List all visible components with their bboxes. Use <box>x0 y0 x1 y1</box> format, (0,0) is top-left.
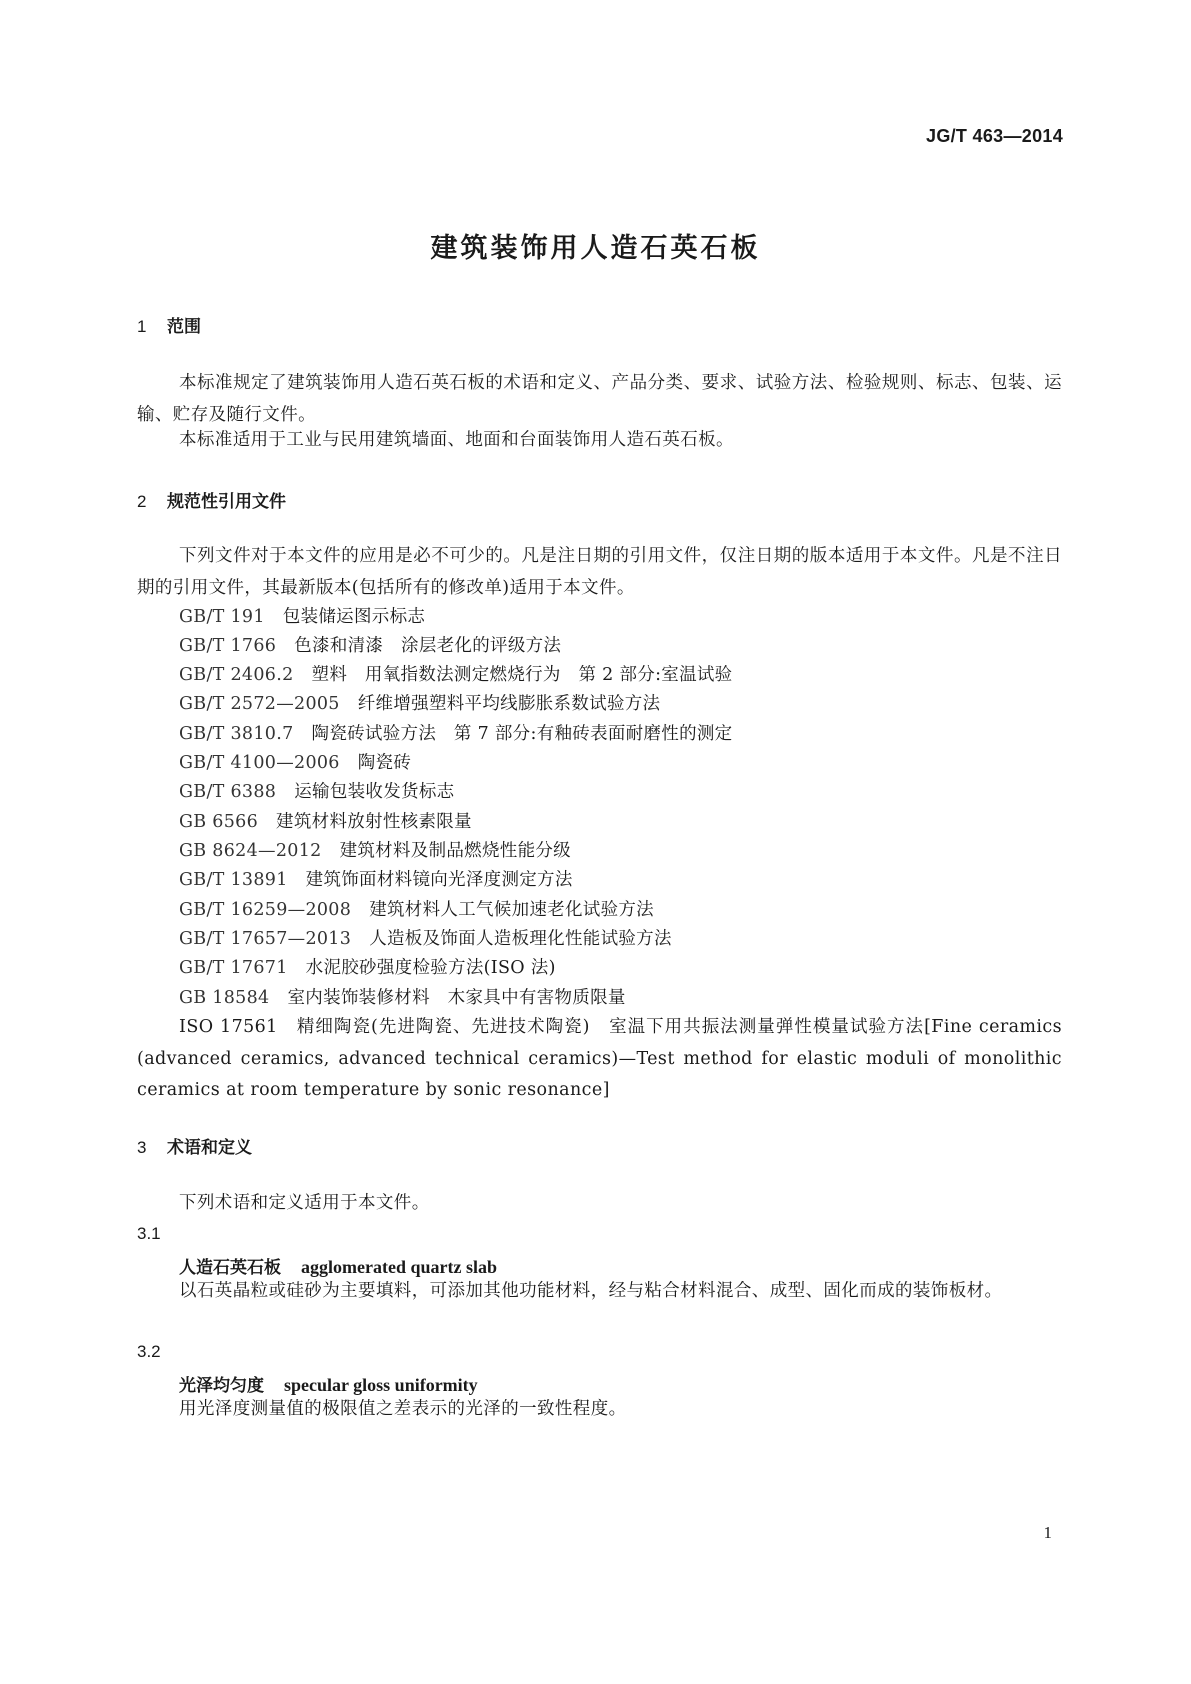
section-number: 1 <box>137 317 147 336</box>
section-number: 3 <box>137 1138 147 1157</box>
reference-code: GB/T 1766 <box>179 636 277 656</box>
section-title: 术语和定义 <box>167 1138 252 1158</box>
reference-item <box>179 661 732 686</box>
section-3-intro: 下列术语和定义适用于本文件。 <box>179 1193 430 1213</box>
term-english: specular gloss uniformity <box>284 1375 478 1395</box>
reference-item <box>179 778 454 803</box>
reference-item <box>179 690 660 715</box>
term-chinese: 人造石英石板 <box>179 1258 281 1278</box>
reference-item <box>179 866 573 891</box>
reference-title: 纤维增强塑料平均线膨胀系数试验方法 <box>357 694 661 714</box>
section-1-paragraph-2: 本标准适用于工业与民用建筑墙面、地面和台面装饰用人造石英石板。 <box>179 430 734 450</box>
section-title: 范围 <box>167 317 201 337</box>
term-definition: 用光泽度测量值的极限值之差表示的光泽的一致性程度。 <box>179 1399 627 1419</box>
reference-code: GB/T 6388 <box>179 782 277 802</box>
reference-item <box>179 749 411 774</box>
reference-title: 陶瓷砖 <box>357 753 412 773</box>
reference-item <box>179 720 732 745</box>
reference-title: 水泥胶砂强度检验方法(ISO 法) <box>305 958 556 978</box>
reference-item <box>179 896 654 921</box>
term-english: agglomerated quartz slab <box>301 1257 497 1277</box>
reference-title: 包装储运图示标志 <box>282 607 426 627</box>
reference-code: GB/T 2406.2 <box>179 665 294 685</box>
section-1-heading <box>137 312 201 337</box>
reference-title: 人造板及饰面人造板理化性能试验方法 <box>369 929 672 949</box>
clause-number: 3.2 <box>137 1342 161 1361</box>
reference-code: GB/T 4100—2006 <box>179 753 340 773</box>
term-definition: 以石英晶粒或硅砂为主要填料，可添加其他功能材料，经与粘合材料混合、成型、固化而成的装饰板材。 <box>179 1281 1003 1301</box>
reference-item <box>179 925 672 950</box>
reference-title: 陶瓷砖试验方法 第 7 部分:有釉砖表面耐磨性的测定 <box>311 724 733 744</box>
section-number: 2 <box>137 492 147 511</box>
reference-item <box>179 837 571 862</box>
reference-code: GB/T 2572—2005 <box>179 694 340 714</box>
reference-code: GB 6566 <box>179 812 259 832</box>
reference-title: 运输包装收发货标志 <box>294 782 455 802</box>
reference-code: GB/T 16259—2008 <box>179 900 352 920</box>
reference-title: 建筑材料人工气候加速老化试验方法 <box>369 900 654 920</box>
reference-code: GB/T 3810.7 <box>179 724 294 744</box>
standard-code: JG/T 463—2014 <box>926 126 1063 146</box>
term-chinese: 光泽均匀度 <box>179 1376 264 1396</box>
reference-title: 色漆和清漆 涂层老化的评级方法 <box>294 636 562 656</box>
reference-title: 建筑饰面材料镜向光泽度测定方法 <box>305 870 573 890</box>
section-2-intro: 下列文件对于本文件的应用是必不可少的。凡是注日期的引用文件，仅注日期的版本适用于本文件。凡是不注日期的引用文件，其最新版本(包括所有的修改单)适用于本文件。 <box>137 546 1062 598</box>
reference-code: GB/T 17671 <box>179 958 288 978</box>
section-3-heading <box>137 1133 252 1158</box>
reference-item <box>179 603 425 628</box>
reference-title: 建筑材料放射性核素限量 <box>276 812 472 832</box>
term-entry <box>179 1371 478 1396</box>
clause-number: 3.1 <box>137 1224 161 1243</box>
section-title: 规范性引用文件 <box>167 492 286 512</box>
reference-item <box>179 632 561 657</box>
term-entry <box>179 1253 497 1278</box>
section-1-paragraph-1: 本标准规定了建筑装饰用人造石英石板的术语和定义、产品分类、要求、试验方法、检验规则、标志、包装、运输、贮存及随行文件。 <box>137 373 1062 425</box>
reference-code: GB/T 191 <box>179 607 265 627</box>
document-title: 建筑装饰用人造石英石板 <box>430 233 761 264</box>
reference-title: 室内装饰装修材料 木家具中有害物质限量 <box>287 988 626 1008</box>
reference-code: GB 8624—2012 <box>179 841 322 861</box>
reference-code: GB 18584 <box>179 988 270 1008</box>
reference-code: GB/T 13891 <box>179 870 288 890</box>
reference-title: 塑料 用氧指数法测定燃烧行为 第 2 部分:室温试验 <box>311 665 733 685</box>
reference-item <box>179 954 556 979</box>
reference-item <box>179 808 472 833</box>
reference-item <box>179 984 626 1009</box>
page-number: 1 <box>1043 1523 1052 1542</box>
reference-title: 建筑材料及制品燃烧性能分级 <box>339 841 571 861</box>
section-2-heading <box>137 487 286 512</box>
iso-reference: ISO 17561 精细陶瓷(先进陶瓷、先进技术陶瓷) 室温下用共振法测量弹性模量试验方法[Fine ceramics (advanced ceramics, advanced technical ceramics)—Test method for elastic moduli of monolithic ceramics at room temperature by sonic resonance] <box>137 1017 1062 1100</box>
reference-code: GB/T 17657—2013 <box>179 929 352 949</box>
